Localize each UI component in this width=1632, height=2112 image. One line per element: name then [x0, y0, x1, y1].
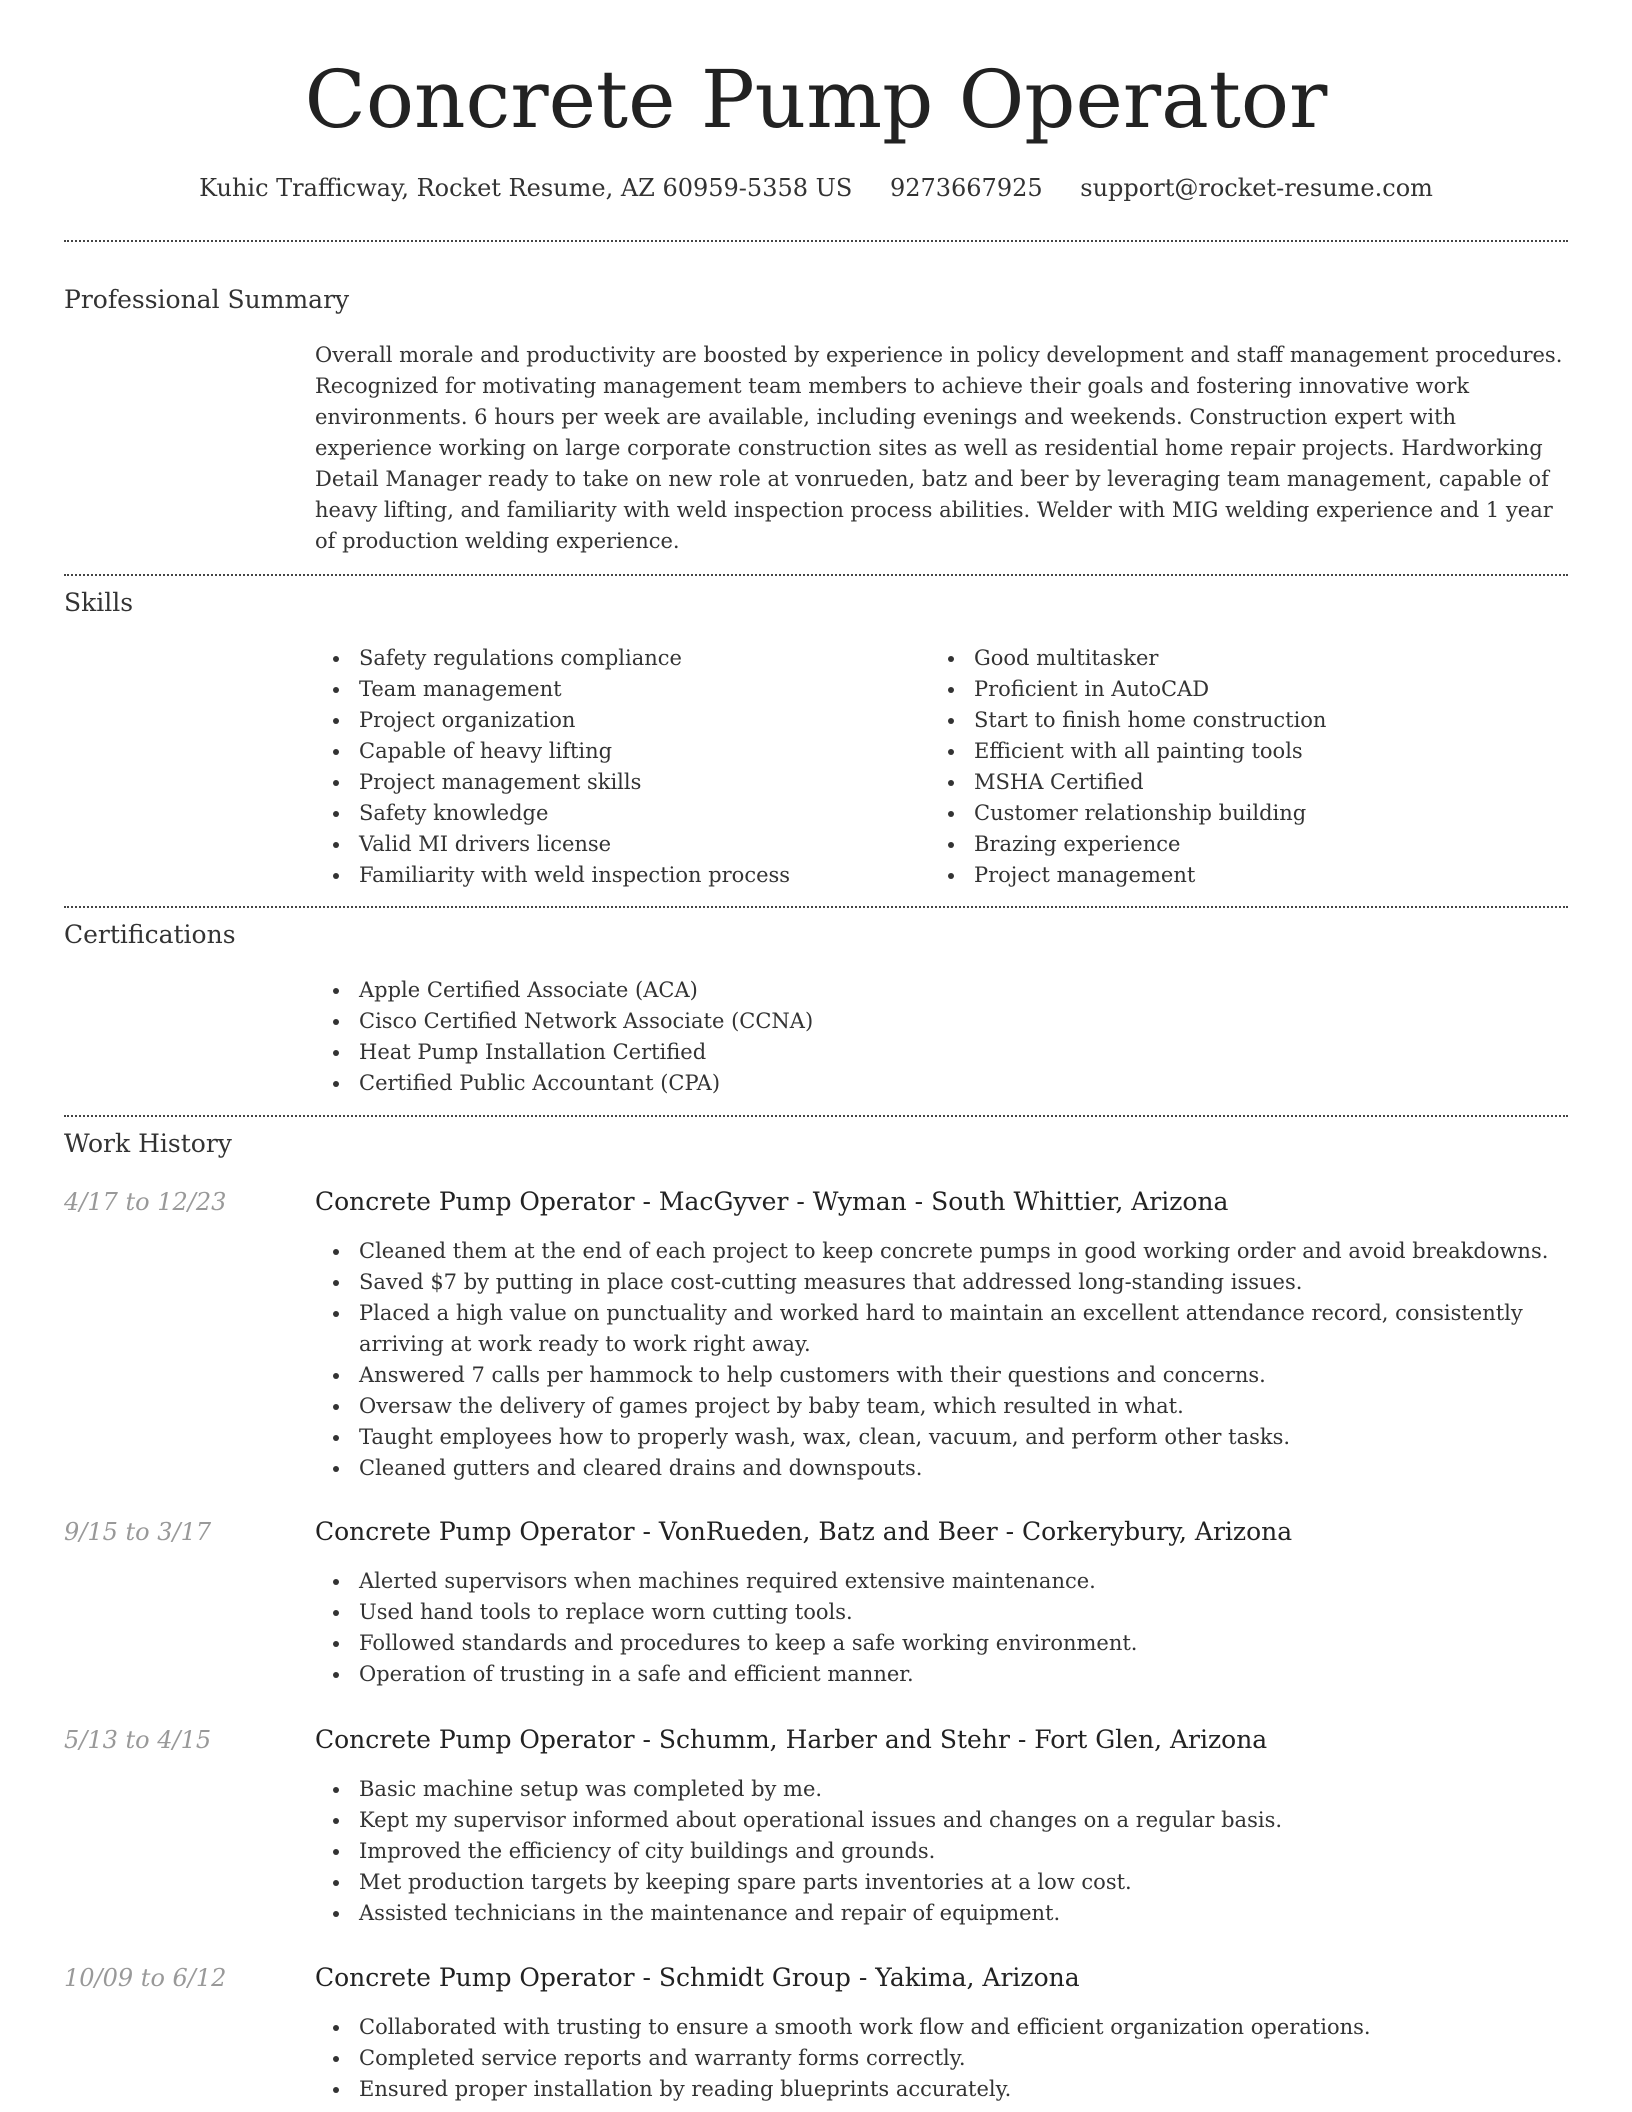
job-title: Concrete Pump Operator - VonRueden, Batz and Beer - Corkerybury, Arizona — [315, 1517, 1293, 1546]
section-title-certifications: Certifications — [64, 920, 236, 949]
divider — [64, 906, 1568, 908]
skills-section — [315, 643, 1568, 893]
job-bullet: Assisted technicians in the maintenance and repair of equipment. — [315, 1898, 1568, 1929]
section-title-work-history: Work History — [64, 1129, 232, 1158]
job-duties — [315, 1774, 1568, 1929]
skill-item: Familiarity with weld inspection process — [315, 860, 915, 891]
skill-item: Capable of heavy lifting — [315, 736, 915, 767]
skill-item: Good multitasker — [930, 643, 1550, 674]
certification-item: Heat Pump Installation Certified — [315, 1037, 1568, 1068]
job-bullet: Kept my supervisor informed about operational issues and changes on a regular basis. — [315, 1805, 1568, 1836]
certification-item: Cisco Certified Network Associate (CCNA) — [315, 1006, 1568, 1037]
job-duties — [315, 2012, 1568, 2105]
job-bullet: Saved $7 by putting in place cost-cutting measures that addressed long-standing issues. — [315, 1267, 1568, 1298]
certifications-list — [315, 975, 1568, 1099]
job-bullets — [315, 1566, 1568, 1690]
job-dates: 10/09 to 6/12 — [64, 1964, 227, 1992]
job-title: Concrete Pump Operator - MacGyver - Wyman - South Whittier, Arizona — [315, 1187, 1229, 1216]
divider — [64, 574, 1568, 576]
job-bullets — [315, 1774, 1568, 1929]
job-bullet: Collaborated with trusting to ensure a smooth work flow and efficient organization operations. — [315, 2012, 1568, 2043]
skill-item: Customer relationship building — [930, 798, 1550, 829]
skill-item: Brazing experience — [930, 829, 1550, 860]
skill-item: Valid MI drivers license — [315, 829, 915, 860]
job-bullet: Completed service reports and warranty forms correctly. — [315, 2043, 1568, 2074]
skills-list-right — [930, 643, 1550, 891]
job-bullet: Used hand tools to replace worn cutting tools. — [315, 1597, 1568, 1628]
job-bullet: Followed standards and procedures to keep a safe working environment. — [315, 1628, 1568, 1659]
skills-list-left — [315, 643, 915, 891]
job-bullets — [315, 2012, 1568, 2105]
job-bullet: Improved the efficiency of city buildings and grounds. — [315, 1836, 1568, 1867]
job-bullet: Oversaw the delivery of games project by baby team, which resulted in what. — [315, 1391, 1568, 1422]
job-duties — [315, 1566, 1568, 1690]
skill-item: Safety regulations compliance — [315, 643, 915, 674]
divider — [64, 240, 1568, 242]
job-bullet: Cleaned them at the end of each project to keep concrete pumps in good working order and avoid breakdowns. — [315, 1236, 1568, 1267]
job-bullets — [315, 1236, 1568, 1484]
contact-phone: 9273667925 — [889, 174, 1043, 202]
job-bullet: Placed a high value on punctuality and worked hard to maintain an excellent attendance record, consistently arriving at work ready to work right away. — [315, 1298, 1568, 1360]
job-dates: 9/15 to 3/17 — [64, 1518, 212, 1546]
contact-address: Kuhic Trafficway, Rocket Resume, AZ 60959-5358 US — [199, 174, 853, 202]
certifications-section — [315, 975, 1568, 1099]
job-bullet: Alerted supervisors when machines required extensive maintenance. — [315, 1566, 1568, 1597]
job-bullet: Operation of trusting in a safe and efficient manner. — [315, 1659, 1568, 1690]
certification-item: Apple Certified Associate (ACA) — [315, 975, 1568, 1006]
job-duties — [315, 1236, 1568, 1484]
skill-item: MSHA Certified — [930, 767, 1550, 798]
skill-item: Start to finish home construction — [930, 705, 1550, 736]
summary-text: Overall morale and productivity are boosted by experience in policy development and staff management procedures. Recognized for motivating management team members to achieve their goals and fostering innovative work environments. 6 hours per week are available, including evenings and weekends. Construction expert with experience working on large corporate construction sites as well as residential home repair projects. Hardworking Detail Manager ready to take on new role at vonrueden, batz and beer by leveraging team management, capable of heavy lifting, and familiarity with weld inspection process abilities. Welder with MIG welding experience and 1 year of production welding experience. — [315, 343, 1563, 553]
resume-name: Concrete Pump Operator — [304, 53, 1328, 146]
certification-item: Certified Public Accountant (CPA) — [315, 1068, 1568, 1099]
job-bullet: Met production targets by keeping spare parts inventories at a low cost. — [315, 1867, 1568, 1898]
skill-item: Efficient with all painting tools — [930, 736, 1550, 767]
skill-item: Project management — [930, 860, 1550, 891]
job-dates: 4/17 to 12/23 — [64, 1188, 227, 1216]
job-bullet: Basic machine setup was completed by me. — [315, 1774, 1568, 1805]
job-title: Concrete Pump Operator - Schmidt Group - Yakima, Arizona — [315, 1963, 1080, 1992]
job-title: Concrete Pump Operator - Schumm, Harber and Stehr - Fort Glen, Arizona — [315, 1725, 1268, 1754]
job-bullet: Cleaned gutters and cleared drains and downspouts. — [315, 1453, 1568, 1484]
divider — [64, 1115, 1568, 1117]
skill-item: Safety knowledge — [315, 798, 915, 829]
section-title-summary: Professional Summary — [64, 285, 350, 314]
contact-email: support@rocket-resume.com — [1080, 174, 1433, 202]
job-bullet: Answered 7 calls per hammock to help customers with their questions and concerns. — [315, 1360, 1568, 1391]
job-bullet: Taught employees how to properly wash, wax, clean, vacuum, and perform other tasks. — [315, 1422, 1568, 1453]
skill-item: Project management skills — [315, 767, 915, 798]
skill-item: Team management — [315, 674, 915, 705]
skill-item: Project organization — [315, 705, 915, 736]
skill-item: Proficient in AutoCAD — [930, 674, 1550, 705]
section-title-skills: Skills — [64, 588, 134, 617]
job-bullet: Ensured proper installation by reading blueprints accurately. — [315, 2074, 1568, 2105]
job-dates: 5/13 to 4/15 — [64, 1726, 212, 1754]
contact-line — [0, 170, 1632, 206]
summary-section — [315, 340, 1568, 557]
